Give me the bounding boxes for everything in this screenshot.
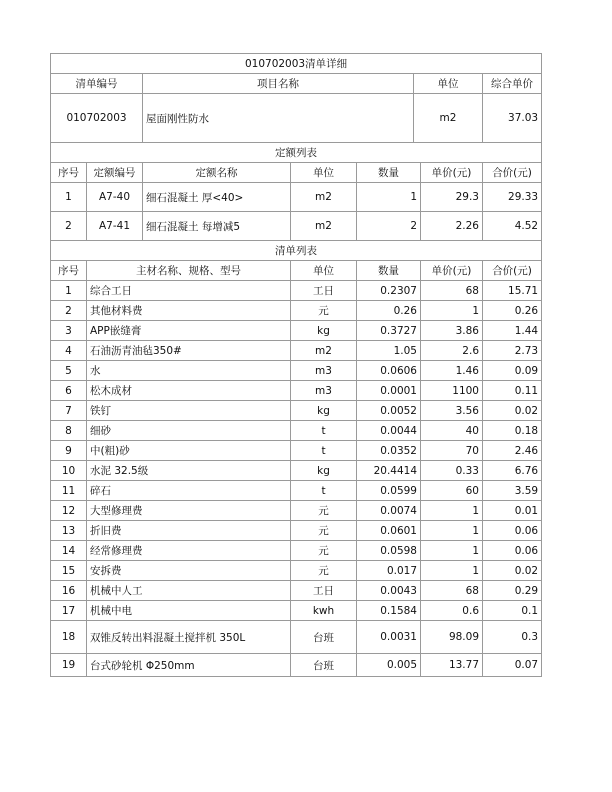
material-row (51, 654, 542, 677)
item-row (51, 94, 542, 143)
material-unit: t (291, 441, 357, 461)
material-total: 0.02 (483, 401, 542, 421)
material-unit: kg (291, 401, 357, 421)
material-unit: kwh (291, 601, 357, 621)
material-qty: 0.017 (357, 561, 421, 581)
material-total: 0.29 (483, 581, 542, 601)
material-no: 7 (51, 401, 87, 421)
material-col-unit: 单位 (291, 261, 357, 281)
material-row (51, 421, 542, 441)
material-price: 1 (421, 501, 483, 521)
material-name: APP嵌缝膏 (87, 321, 291, 341)
material-qty: 0.005 (357, 654, 421, 677)
price-header: 综合单价 (483, 74, 542, 94)
material-total: 2.73 (483, 341, 542, 361)
material-qty: 0.0001 (357, 381, 421, 401)
material-price: 3.56 (421, 401, 483, 421)
material-price: 98.09 (421, 621, 483, 654)
quota-qty: 1 (357, 183, 421, 212)
table-body (51, 54, 542, 677)
material-unit: kg (291, 321, 357, 341)
material-price: 40 (421, 421, 483, 441)
material-no: 12 (51, 501, 87, 521)
material-no: 3 (51, 321, 87, 341)
name-unit-header-wrap (143, 74, 483, 94)
quota-col-unit: 单位 (291, 163, 357, 183)
item-name: 屋面刚性防水 (143, 94, 414, 142)
material-unit: 元 (291, 301, 357, 321)
material-qty: 0.0352 (357, 441, 421, 461)
quota-unit: m2 (291, 183, 357, 212)
material-qty: 0.26 (357, 301, 421, 321)
material-unit: 元 (291, 521, 357, 541)
material-total: 0.3 (483, 621, 542, 654)
material-unit: 台班 (291, 654, 357, 677)
quota-row (51, 212, 542, 241)
material-no: 13 (51, 521, 87, 541)
material-total: 0.06 (483, 541, 542, 561)
quota-col-total: 合价(元) (483, 163, 542, 183)
material-price: 1.46 (421, 361, 483, 381)
material-unit: 工日 (291, 281, 357, 301)
material-qty: 0.0052 (357, 401, 421, 421)
material-no: 2 (51, 301, 87, 321)
material-name: 大型修理费 (87, 501, 291, 521)
material-name: 细砂 (87, 421, 291, 441)
quota-code: A7-41 (87, 212, 143, 241)
material-qty: 0.0074 (357, 501, 421, 521)
material-name: 水 (87, 361, 291, 381)
material-no: 5 (51, 361, 87, 381)
material-price: 68 (421, 281, 483, 301)
material-row (51, 621, 542, 654)
material-col-price: 单价(元) (421, 261, 483, 281)
quota-row (51, 183, 542, 212)
material-unit: 元 (291, 541, 357, 561)
quota-total: 29.33 (483, 183, 542, 212)
material-unit: m3 (291, 381, 357, 401)
material-name: 折旧费 (87, 521, 291, 541)
material-col-no: 序号 (51, 261, 87, 281)
material-row (51, 481, 542, 501)
material-name: 碎石 (87, 481, 291, 501)
material-name: 水泥 32.5级 (87, 461, 291, 481)
item-header-row (51, 74, 542, 94)
material-row (51, 341, 542, 361)
quota-no: 2 (51, 212, 87, 241)
title-row (51, 54, 542, 74)
material-name: 安拆费 (87, 561, 291, 581)
quota-code: A7-40 (87, 183, 143, 212)
material-no: 10 (51, 461, 87, 481)
material-price: 60 (421, 481, 483, 501)
material-total: 6.76 (483, 461, 542, 481)
quota-name: 细石混凝土 每增减5 (143, 212, 291, 241)
material-qty: 0.0601 (357, 521, 421, 541)
material-no: 1 (51, 281, 87, 301)
material-qty: 20.4414 (357, 461, 421, 481)
material-no: 16 (51, 581, 87, 601)
material-total: 2.46 (483, 441, 542, 461)
material-unit: m2 (291, 341, 357, 361)
material-section-title-row (51, 241, 542, 261)
material-qty: 0.0599 (357, 481, 421, 501)
code-header: 清单编号 (51, 74, 143, 94)
material-total: 0.06 (483, 521, 542, 541)
material-price: 1 (421, 301, 483, 321)
material-price: 3.86 (421, 321, 483, 341)
quota-header-row (51, 163, 542, 183)
material-unit: 元 (291, 561, 357, 581)
quota-qty: 2 (357, 212, 421, 241)
material-section-title: 清单列表 (51, 241, 542, 261)
material-no: 17 (51, 601, 87, 621)
material-no: 4 (51, 341, 87, 361)
material-unit: t (291, 421, 357, 441)
material-name: 石油沥青油毡350# (87, 341, 291, 361)
material-unit: kg (291, 461, 357, 481)
material-price: 70 (421, 441, 483, 461)
material-qty: 0.0043 (357, 581, 421, 601)
material-row (51, 321, 542, 341)
material-name: 其他材料费 (87, 301, 291, 321)
name-header: 项目名称 (143, 74, 414, 93)
item-name-unit (143, 94, 482, 142)
material-col-name: 主材名称、规格、型号 (87, 261, 291, 281)
quota-col-price: 单价(元) (421, 163, 483, 183)
material-qty: 0.0044 (357, 421, 421, 441)
material-unit: 工日 (291, 581, 357, 601)
material-row (51, 581, 542, 601)
material-total: 0.18 (483, 421, 542, 441)
material-total: 3.59 (483, 481, 542, 501)
material-qty: 0.0031 (357, 621, 421, 654)
material-qty: 0.0598 (357, 541, 421, 561)
material-name: 松木成材 (87, 381, 291, 401)
quota-unit: m2 (291, 212, 357, 241)
material-qty: 1.05 (357, 341, 421, 361)
material-row (51, 501, 542, 521)
material-total: 0.09 (483, 361, 542, 381)
material-total: 0.01 (483, 501, 542, 521)
material-row (51, 541, 542, 561)
material-no: 6 (51, 381, 87, 401)
material-no: 19 (51, 654, 87, 677)
material-name: 机械中人工 (87, 581, 291, 601)
material-qty: 0.1584 (357, 601, 421, 621)
material-unit: m3 (291, 361, 357, 381)
material-name: 双锥反转出料混凝土搅拌机 350L (87, 621, 291, 654)
material-row (51, 461, 542, 481)
quota-total: 4.52 (483, 212, 542, 241)
quota-section-title: 定额列表 (51, 143, 542, 163)
quota-col-code: 定额编号 (87, 163, 143, 183)
material-qty: 0.0606 (357, 361, 421, 381)
material-name: 铁钉 (87, 401, 291, 421)
material-total: 0.02 (483, 561, 542, 581)
quota-section-title-row (51, 143, 542, 163)
item-name-unit-wrap (143, 94, 483, 143)
material-row (51, 381, 542, 401)
material-col-qty: 数量 (357, 261, 421, 281)
material-name: 经常修理费 (87, 541, 291, 561)
material-name: 中(粗)砂 (87, 441, 291, 461)
material-name: 综合工日 (87, 281, 291, 301)
material-price: 68 (421, 581, 483, 601)
material-row (51, 301, 542, 321)
material-qty: 0.2307 (357, 281, 421, 301)
quota-price: 29.3 (421, 183, 483, 212)
quota-price: 2.26 (421, 212, 483, 241)
material-unit: 台班 (291, 621, 357, 654)
quota-col-qty: 数量 (357, 163, 421, 183)
material-unit: t (291, 481, 357, 501)
item-price: 37.03 (483, 94, 542, 143)
material-total: 0.1 (483, 601, 542, 621)
unit-header: 单位 (437, 78, 459, 90)
quota-name: 细石混凝土 厚<40> (143, 183, 291, 212)
item-unit: m2 (439, 112, 457, 124)
material-row (51, 361, 542, 381)
material-price: 1 (421, 541, 483, 561)
bill-detail-table (50, 53, 542, 677)
material-total: 0.26 (483, 301, 542, 321)
material-total: 0.07 (483, 654, 542, 677)
material-price: 2.6 (421, 341, 483, 361)
material-total: 15.71 (483, 281, 542, 301)
material-qty: 0.3727 (357, 321, 421, 341)
quota-col-no: 序号 (51, 163, 87, 183)
material-row (51, 561, 542, 581)
material-row (51, 401, 542, 421)
material-total: 1.44 (483, 321, 542, 341)
material-no: 8 (51, 421, 87, 441)
material-price: 1100 (421, 381, 483, 401)
material-row (51, 601, 542, 621)
item-code: 010702003 (51, 94, 143, 143)
sheet-title: 010702003清单详细 (51, 54, 542, 74)
material-price: 0.6 (421, 601, 483, 621)
material-price: 13.77 (421, 654, 483, 677)
quota-no: 1 (51, 183, 87, 212)
quota-col-name: 定额名称 (143, 163, 291, 183)
material-total: 0.11 (483, 381, 542, 401)
material-row (51, 521, 542, 541)
material-no: 18 (51, 621, 87, 654)
material-no: 9 (51, 441, 87, 461)
material-header-row (51, 261, 542, 281)
material-price: 1 (421, 521, 483, 541)
material-price: 0.33 (421, 461, 483, 481)
material-unit: 元 (291, 501, 357, 521)
material-name: 机械中电 (87, 601, 291, 621)
material-no: 11 (51, 481, 87, 501)
material-col-total: 合价(元) (483, 261, 542, 281)
material-no: 15 (51, 561, 87, 581)
material-name: 台式砂轮机 Φ250mm (87, 654, 291, 677)
material-no: 14 (51, 541, 87, 561)
material-row (51, 281, 542, 301)
material-row (51, 441, 542, 461)
name-unit-header (143, 74, 482, 93)
material-price: 1 (421, 561, 483, 581)
